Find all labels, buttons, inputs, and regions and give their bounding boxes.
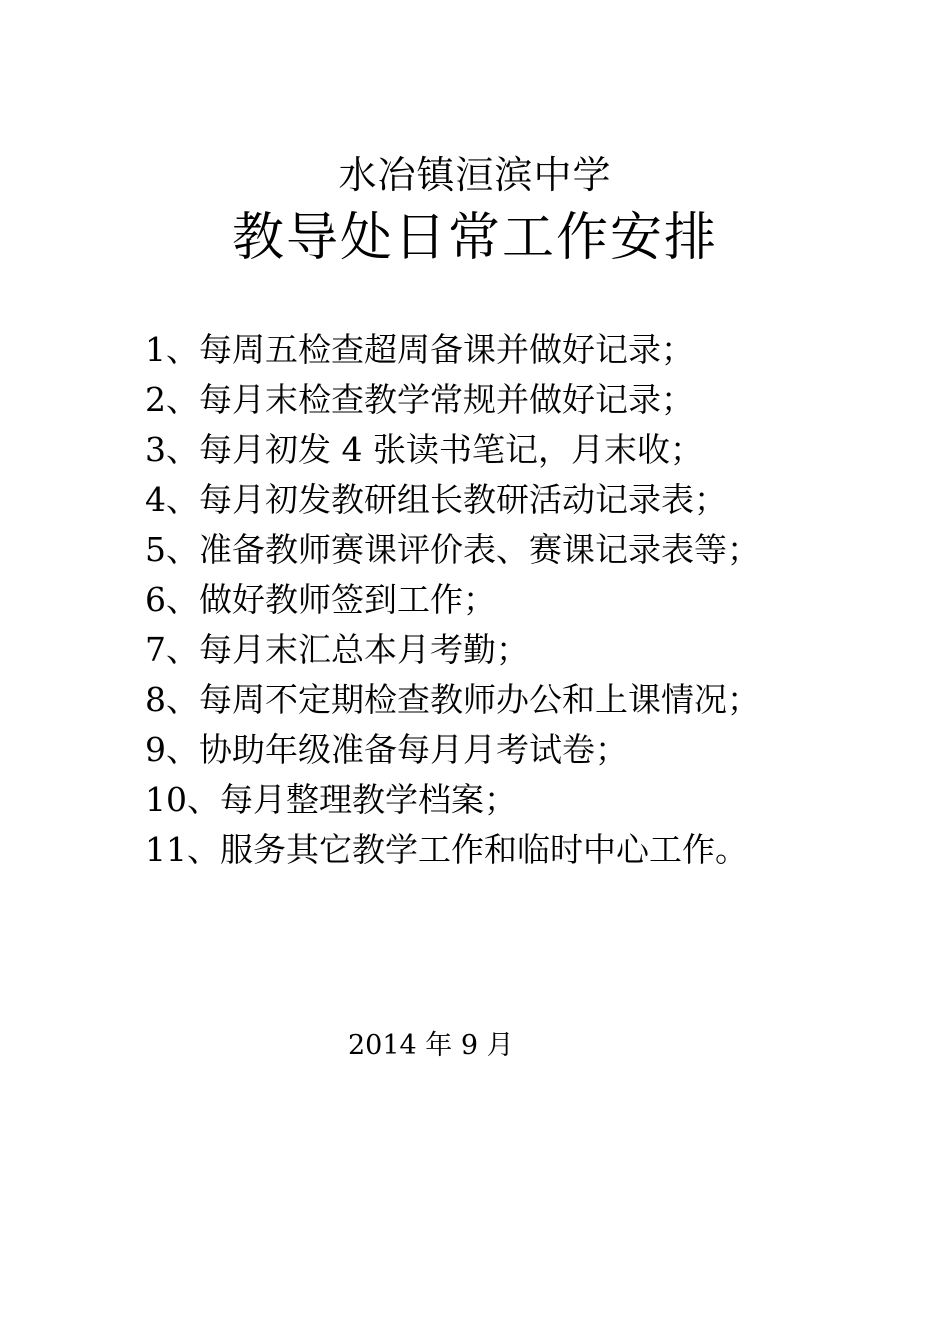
document-date: 2014 年 9 月 (348, 1030, 514, 1061)
list-item: 10、每月整理教学档案； (145, 780, 517, 819)
list-item: 3、每月初发 4 张读书笔记，月末收； (145, 430, 703, 469)
page-title: 教导处日常工作安排 (231, 208, 718, 268)
list-item: 8、每周不定期检查教师办公和上课情况； (145, 680, 760, 719)
school-name: 水冶镇洹滨中学 (338, 153, 612, 197)
list-item: 4、每月初发教研组长教研活动记录表； (145, 480, 727, 519)
list-item: 6、做好教师签到工作； (145, 580, 496, 619)
list-item: 9、协助年级准备每月月考试卷； (145, 730, 628, 769)
list-item: 5、准备教师赛课评价表、赛课记录表等； (145, 530, 760, 569)
list-item: 1、每周五检查超周备课并做好记录； (145, 330, 694, 369)
list-item: 11、服务其它教学工作和临时中心工作。 (145, 830, 748, 869)
list-item: 2、每月末检查教学常规并做好记录； (145, 380, 694, 419)
list-item: 7、每月末汇总本月考勤； (145, 630, 529, 669)
work-item-list (145, 325, 845, 875)
